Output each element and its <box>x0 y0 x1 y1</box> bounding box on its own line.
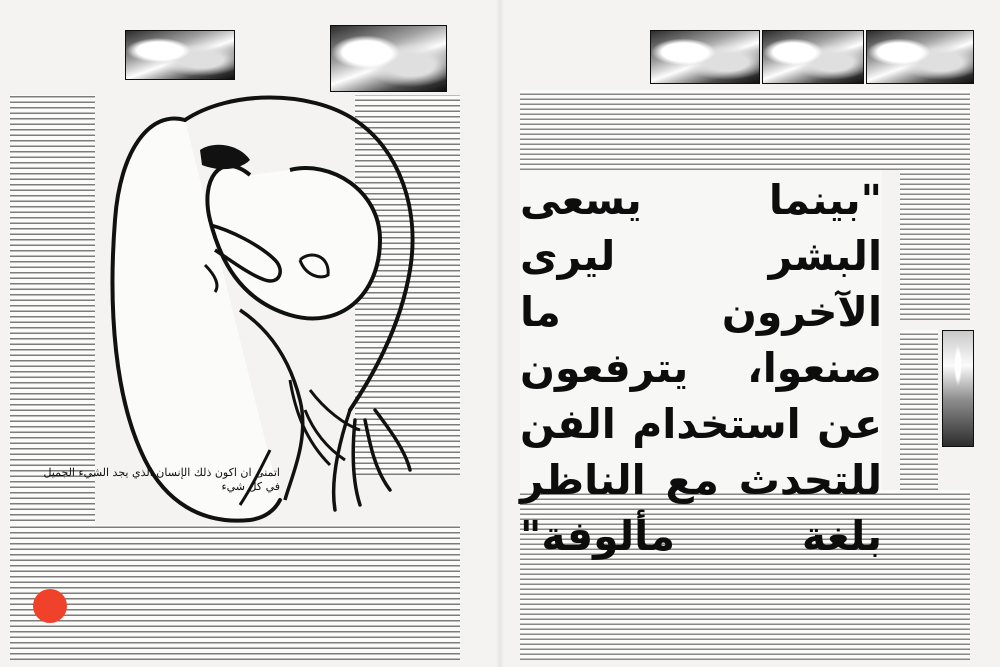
handwritten-note: اتمنى ان اكون ذلك الإنسان الذي يجد الشيء الجميل في كل شيء <box>43 466 280 493</box>
newspaper-photo <box>866 30 974 84</box>
page-gutter <box>496 0 504 667</box>
newspaper-photo <box>942 330 974 447</box>
red-circle-icon <box>33 589 67 623</box>
newsprint-column <box>10 525 460 660</box>
newspaper-photo <box>650 30 760 84</box>
newsprint-column <box>520 90 970 170</box>
newsprint-column <box>10 95 95 565</box>
line-drawing-hugging-figure-icon <box>90 80 430 530</box>
newspaper-photo <box>125 30 235 80</box>
pull-quote: "بينما يسعى البشر ليرى الآخرون ما صنعوا، يترفعون عن استخدام الفن للتحدث مع الناظر بلغة مألوفة" <box>520 176 882 560</box>
newsprint-column <box>900 330 938 490</box>
newsprint-column <box>900 170 970 320</box>
newspaper-photo <box>762 30 864 84</box>
